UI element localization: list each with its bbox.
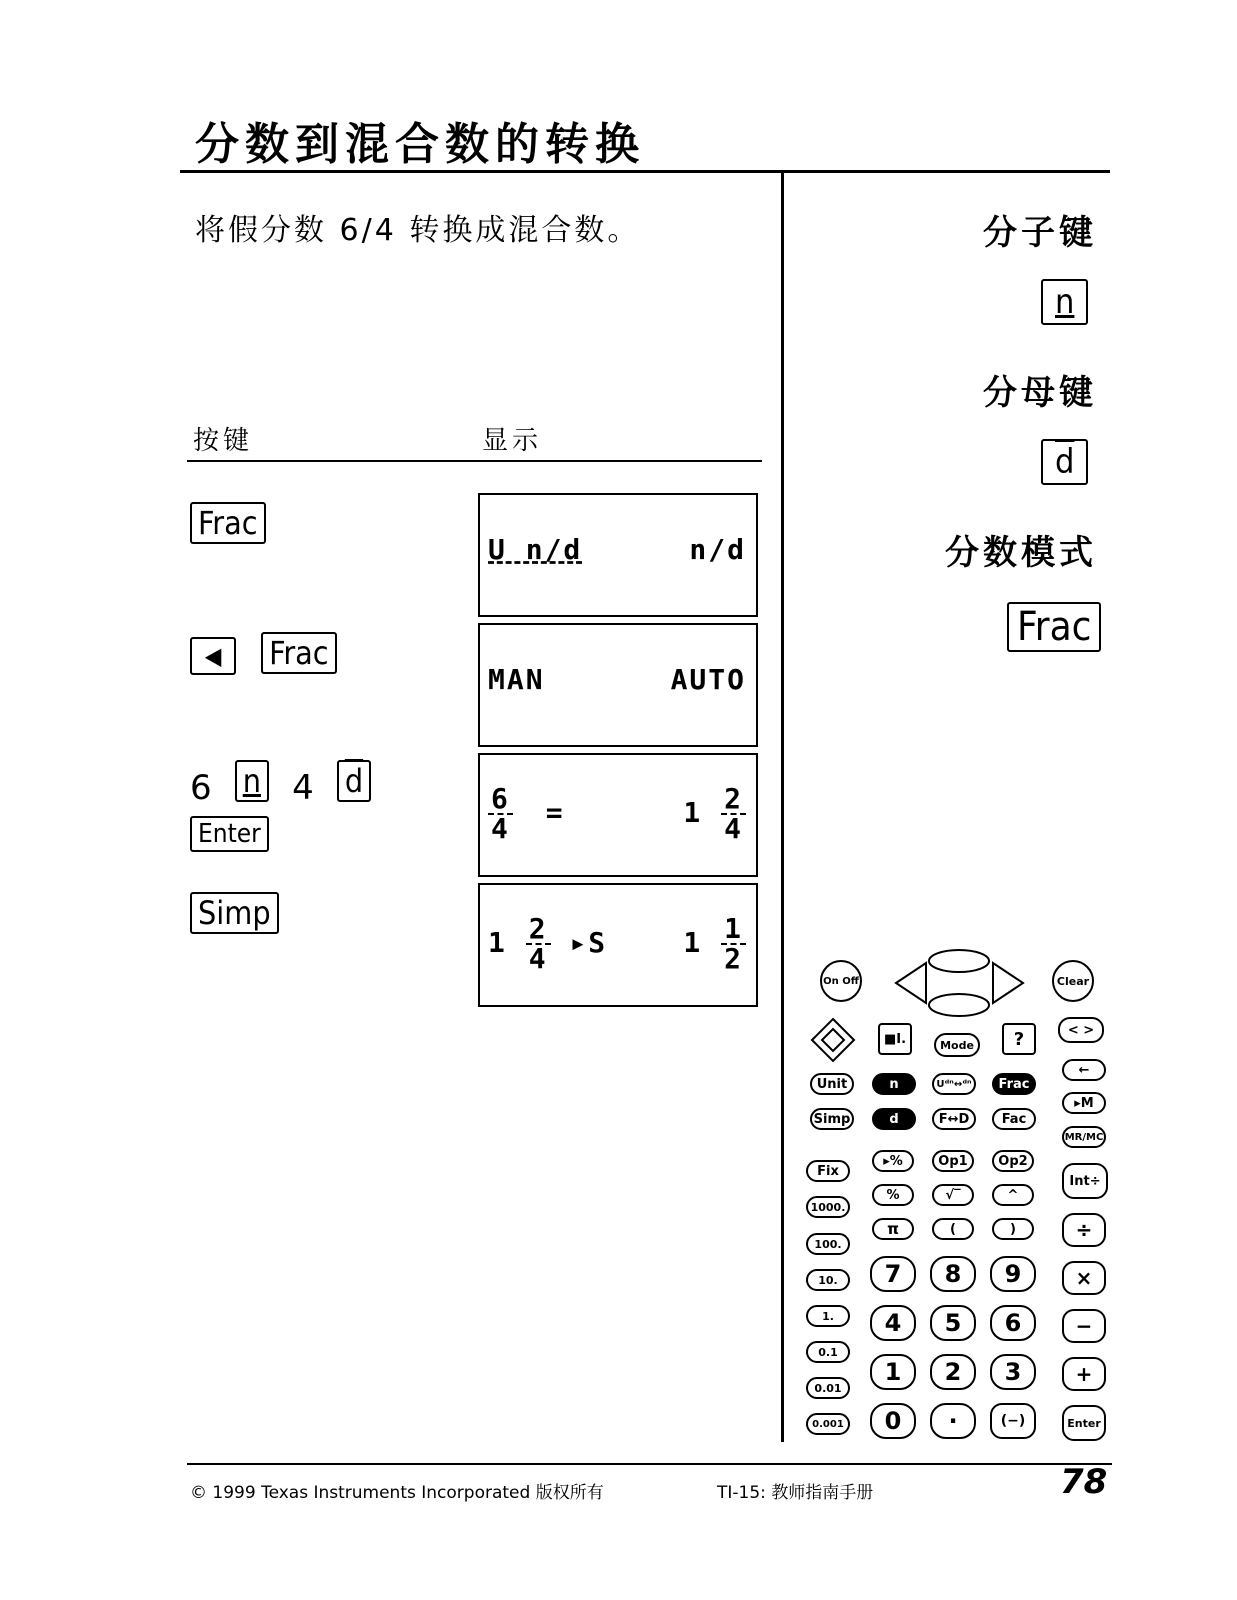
keys-column-header: 按键 bbox=[193, 426, 254, 456]
display-right: AUTO bbox=[670, 663, 746, 696]
title-rule bbox=[180, 170, 1110, 173]
copyright-text: © 1999 Texas Instruments Incorporated 版权所有 bbox=[190, 1483, 604, 1503]
fix-0.01-key: 0.01 bbox=[806, 1377, 850, 1399]
step-3-keys bbox=[190, 760, 371, 808]
manual-title: TI-15: 教师指南手册 bbox=[717, 1483, 874, 1503]
step-2-keys bbox=[190, 632, 337, 675]
key-4: 4 bbox=[870, 1305, 916, 1341]
step-3-display bbox=[478, 753, 758, 877]
left-paren-key: ( bbox=[932, 1218, 974, 1240]
denominator-key-label: 分母键 bbox=[983, 373, 1097, 413]
step-2-display bbox=[478, 623, 758, 747]
multiply-key: × bbox=[1062, 1261, 1106, 1295]
equals-sign: = bbox=[545, 796, 565, 829]
frac-num: 2 bbox=[721, 785, 746, 815]
enter-key: Enter bbox=[190, 816, 269, 852]
n-key: n bbox=[872, 1073, 916, 1095]
step-4-display bbox=[478, 883, 758, 1007]
step-1-keys bbox=[190, 502, 266, 544]
decimal-key: · bbox=[930, 1403, 976, 1439]
fix-1000-key: 1000. bbox=[806, 1196, 850, 1218]
plus-key: + bbox=[1062, 1357, 1106, 1391]
step-1-display bbox=[478, 493, 758, 617]
key-7: 7 bbox=[870, 1256, 916, 1292]
mr-mc-key: MR/MC bbox=[1062, 1126, 1106, 1148]
backspace-key: ← bbox=[1062, 1059, 1106, 1081]
minus-key: − bbox=[1062, 1309, 1106, 1343]
fix-1-key: 1. bbox=[806, 1305, 850, 1327]
step-4-keys bbox=[190, 892, 279, 934]
fix-100-key: 100. bbox=[806, 1233, 850, 1255]
pi-key: π bbox=[872, 1218, 914, 1240]
numerator-key-label: 分子键 bbox=[983, 213, 1097, 253]
whole-part: 1 bbox=[488, 926, 507, 959]
frac-key: Frac bbox=[992, 1073, 1036, 1095]
key-8: 8 bbox=[930, 1256, 976, 1292]
display-left: MAN bbox=[488, 663, 545, 696]
numerator-key: n bbox=[235, 760, 269, 802]
frac-num: 6 bbox=[488, 785, 513, 815]
fac-key: Fac bbox=[992, 1108, 1036, 1130]
whole-part: 1 bbox=[683, 796, 703, 829]
page-title: 分数到混合数的转换 bbox=[195, 119, 645, 170]
left-right-key: < > bbox=[1058, 1017, 1104, 1043]
fix-10-key: 10. bbox=[806, 1269, 850, 1291]
key-2: 2 bbox=[930, 1354, 976, 1390]
display-right: n/d bbox=[689, 533, 746, 566]
op2-key: Op2 bbox=[992, 1150, 1034, 1172]
f-d-key: F↔D bbox=[932, 1108, 976, 1130]
display-right bbox=[683, 782, 746, 845]
sqrt-key: √‾ bbox=[932, 1184, 974, 1206]
footer-rule bbox=[187, 1463, 1112, 1465]
diamond-key-icon bbox=[810, 1017, 856, 1063]
key-0: 0 bbox=[870, 1403, 916, 1439]
frac-key: Frac bbox=[190, 502, 266, 544]
page-number: 78 bbox=[1060, 1462, 1108, 1502]
frac-mode-key-icon: Frac bbox=[1007, 602, 1101, 652]
divide-key: ÷ bbox=[1062, 1213, 1106, 1247]
ud-key: Uᵈⁿ↔ᵈⁿ bbox=[932, 1073, 976, 1095]
on-off-key: On Off bbox=[820, 960, 862, 1002]
negative-key: (−) bbox=[990, 1403, 1036, 1439]
simp-key: Simp bbox=[190, 892, 279, 934]
frac-den: 4 bbox=[491, 812, 510, 845]
op1-key: Op1 bbox=[932, 1150, 974, 1172]
frac-mode-label: 分数模式 bbox=[945, 533, 1097, 573]
frac-den: 4 bbox=[528, 942, 548, 975]
display-left: U n/d bbox=[488, 533, 583, 566]
left-arrow-key: ◀ bbox=[190, 637, 236, 675]
header-rule bbox=[187, 460, 762, 462]
int-div-key: Int÷ bbox=[1062, 1163, 1108, 1199]
display-column-header: 显示 bbox=[482, 426, 543, 456]
fix-0.001-key: 0.001 bbox=[806, 1413, 850, 1435]
memory-key: ■I. bbox=[878, 1023, 912, 1055]
d-key: d bbox=[872, 1108, 916, 1130]
help-key: ? bbox=[1002, 1023, 1036, 1055]
mode-key: Mode bbox=[934, 1033, 980, 1057]
to-memory-key: ▸M bbox=[1062, 1092, 1106, 1114]
step-3-enter bbox=[190, 816, 269, 852]
task-text: 将假分数 6/4 转换成混合数。 bbox=[195, 213, 641, 248]
digit-4: 4 bbox=[292, 767, 314, 808]
display-right bbox=[683, 912, 746, 975]
unit-key: Unit bbox=[810, 1073, 854, 1095]
digit-6: 6 bbox=[190, 767, 212, 808]
right-paren-key: ) bbox=[992, 1218, 1034, 1240]
display-left bbox=[488, 782, 565, 845]
frac-key: Frac bbox=[261, 632, 337, 674]
frac-den: 2 bbox=[724, 942, 743, 975]
column-divider bbox=[781, 172, 784, 1442]
key-6: 6 bbox=[990, 1305, 1036, 1341]
key-1: 1 bbox=[870, 1354, 916, 1390]
numerator-key-icon: n bbox=[1041, 279, 1088, 325]
display-left bbox=[488, 912, 608, 975]
clear-key: Clear bbox=[1052, 960, 1094, 1002]
key-9: 9 bbox=[990, 1256, 1036, 1292]
frac-den: 4 bbox=[724, 812, 743, 845]
simp-key: Simp bbox=[810, 1108, 854, 1130]
fix-key: Fix bbox=[806, 1160, 850, 1182]
key-3: 3 bbox=[990, 1354, 1036, 1390]
denominator-key: $\overline{d}$ bbox=[337, 760, 371, 802]
calculator-keypad bbox=[800, 945, 1112, 1445]
arrow-keys-icon bbox=[892, 947, 1027, 1019]
key-5: 5 bbox=[930, 1305, 976, 1341]
frac-num: 2 bbox=[526, 915, 551, 945]
power-key: ^ bbox=[992, 1184, 1034, 1206]
to-percent-key: ▸% bbox=[872, 1150, 914, 1172]
denominator-key-icon: $\overline{d}$ bbox=[1041, 439, 1088, 485]
percent-key: % bbox=[872, 1184, 914, 1206]
enter-key: Enter bbox=[1062, 1405, 1106, 1441]
whole-part: 1 bbox=[683, 926, 703, 959]
fix-0.1-key: 0.1 bbox=[806, 1341, 850, 1363]
frac-num: 1 bbox=[721, 915, 746, 945]
simplify-indicator: ▸S bbox=[569, 926, 608, 959]
